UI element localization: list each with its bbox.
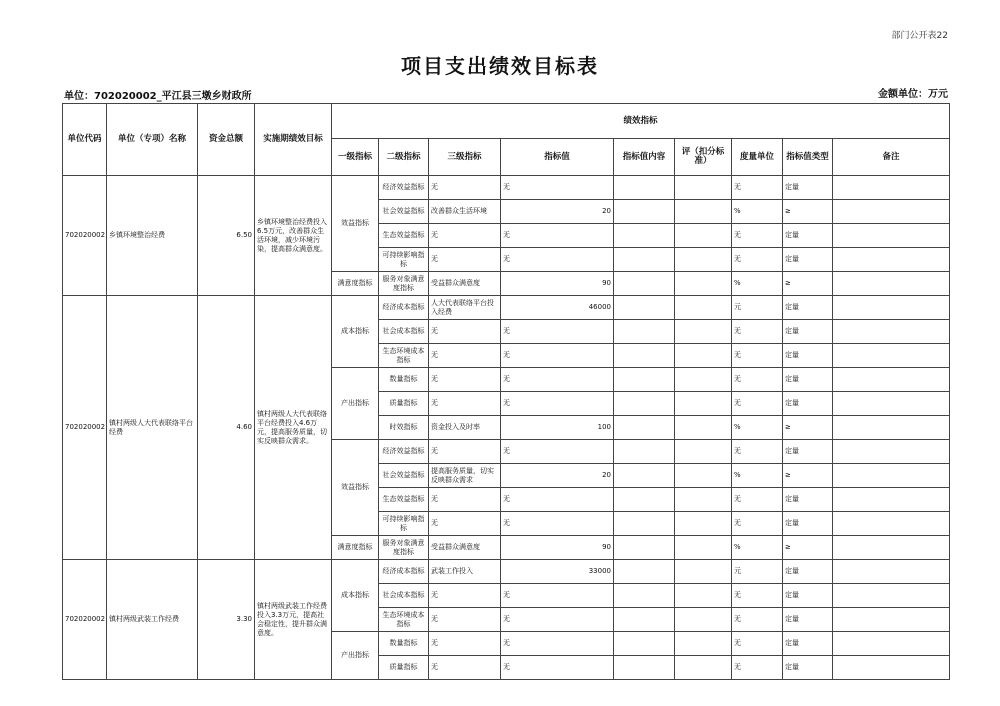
score-cell: [675, 512, 732, 536]
level2-cell: 社会效益指标: [379, 200, 429, 224]
level2-cell: 经济成本指标: [379, 296, 429, 320]
unit-code-cell: 702020002: [63, 296, 107, 560]
level3-cell: 资金投入及时率: [429, 416, 501, 440]
measure-cell: 元: [732, 560, 783, 584]
value-type-cell: ≥: [783, 464, 833, 488]
level2-cell: 质量指标: [379, 392, 429, 416]
level3-cell: 无: [429, 512, 501, 536]
performance-table: [62, 103, 950, 680]
score-cell: [675, 632, 732, 656]
content-cell: [614, 584, 675, 608]
table-row: [63, 296, 950, 320]
content-cell: [614, 560, 675, 584]
value-type-cell: 定量: [783, 176, 833, 200]
level1-cell: 效益指标: [332, 440, 379, 536]
level1-cell: 产出指标: [332, 368, 379, 440]
value-cell: 100: [501, 416, 614, 440]
value-type-cell: 定量: [783, 392, 833, 416]
level2-cell: 数量指标: [379, 632, 429, 656]
content-cell: [614, 440, 675, 464]
note-cell: [833, 488, 950, 512]
value-cell: 无: [501, 320, 614, 344]
content-cell: [614, 344, 675, 368]
note-cell: [833, 560, 950, 584]
unit-line: 单位：702020002_平江县三墩乡财政所: [64, 91, 252, 102]
measure-cell: 无: [732, 608, 783, 632]
content-cell: [614, 632, 675, 656]
level3-cell: 人大代表联络平台投入经费: [429, 296, 501, 320]
note-cell: [833, 200, 950, 224]
value-type-cell: 定量: [783, 224, 833, 248]
level2-cell: 可持续影响指标: [379, 512, 429, 536]
note-cell: [833, 296, 950, 320]
goal-cell: 镇村两级武装工作经费投入3.3万元，提高社会稳定性，提升群众满意度。: [255, 560, 332, 680]
note-cell: [833, 608, 950, 632]
level2-cell: 生态效益指标: [379, 224, 429, 248]
level3-cell: 无: [429, 368, 501, 392]
measure-cell: 无: [732, 224, 783, 248]
table-row: [63, 176, 950, 200]
note-cell: [833, 176, 950, 200]
level3-cell: 无: [429, 224, 501, 248]
content-cell: [614, 656, 675, 680]
level2-cell: 生态效益指标: [379, 488, 429, 512]
score-cell: [675, 560, 732, 584]
level1-cell: 满意度指标: [332, 272, 379, 296]
measure-cell: 无: [732, 392, 783, 416]
note-cell: [833, 320, 950, 344]
level3-cell: 提高服务质量，切实反映群众需求: [429, 464, 501, 488]
measure-cell: 无: [732, 344, 783, 368]
value-cell: 90: [501, 272, 614, 296]
value-type-cell: 定量: [783, 320, 833, 344]
header-kpi: 绩效指标: [332, 104, 950, 139]
level3-cell: 无: [429, 440, 501, 464]
header-note: 备注: [833, 139, 950, 176]
level3-cell: 武装工作投入: [429, 560, 501, 584]
value-cell: 20: [501, 200, 614, 224]
level3-cell: 无: [429, 584, 501, 608]
score-cell: [675, 224, 732, 248]
score-cell: [675, 416, 732, 440]
value-type-cell: 定量: [783, 656, 833, 680]
score-cell: [675, 608, 732, 632]
note-cell: [833, 248, 950, 272]
goal-cell: 镇村两级人大代表联络平台经费投入4.6万元，提高服务质量，切实反映群众需求。: [255, 296, 332, 560]
level2-cell: 社会成本指标: [379, 584, 429, 608]
header-content: 指标值内容: [614, 139, 675, 176]
goal-cell: 乡镇环境整治经费投入6.5万元，改善群众生活环境，减少环境污染，提高群众满意度。: [255, 176, 332, 296]
value-type-cell: ≥: [783, 272, 833, 296]
level2-cell: 质量指标: [379, 656, 429, 680]
note-cell: [833, 632, 950, 656]
value-type-cell: ≥: [783, 200, 833, 224]
header-score: 评（扣分标准）: [675, 139, 732, 176]
value-cell: 无: [501, 368, 614, 392]
measure-cell: 无: [732, 512, 783, 536]
project-name-cell: 乡镇环境整治经费: [107, 176, 198, 296]
measure-cell: 无: [732, 248, 783, 272]
note-cell: [833, 392, 950, 416]
note-cell: [833, 464, 950, 488]
header-value: 指标值: [501, 139, 614, 176]
header-code: 单位代码: [63, 104, 107, 176]
score-cell: [675, 440, 732, 464]
level3-cell: 无: [429, 656, 501, 680]
score-cell: [675, 536, 732, 560]
header-value-type: 指标值类型: [783, 139, 833, 176]
content-cell: [614, 296, 675, 320]
value-cell: 无: [501, 392, 614, 416]
value-cell: 无: [501, 176, 614, 200]
value-type-cell: ≥: [783, 536, 833, 560]
content-cell: [614, 488, 675, 512]
measure-cell: %: [732, 416, 783, 440]
measure-cell: %: [732, 464, 783, 488]
page-title: 项目支出绩效目标表: [401, 54, 599, 78]
content-cell: [614, 464, 675, 488]
level2-cell: 社会效益指标: [379, 464, 429, 488]
level2-cell: 社会成本指标: [379, 320, 429, 344]
value-type-cell: 定量: [783, 584, 833, 608]
score-cell: [675, 320, 732, 344]
level3-cell: 无: [429, 320, 501, 344]
value-type-cell: 定量: [783, 344, 833, 368]
score-cell: [675, 368, 732, 392]
level1-cell: 成本指标: [332, 560, 379, 632]
level3-cell: 无: [429, 176, 501, 200]
content-cell: [614, 200, 675, 224]
score-cell: [675, 296, 732, 320]
level2-cell: 时效指标: [379, 416, 429, 440]
measure-cell: 无: [732, 320, 783, 344]
header-name: 单位（专项）名称: [107, 104, 198, 176]
value-cell: 90: [501, 536, 614, 560]
measure-cell: 无: [732, 632, 783, 656]
measure-cell: %: [732, 200, 783, 224]
header-goal: 实施期绩效目标: [255, 104, 332, 176]
value-cell: 20: [501, 464, 614, 488]
content-cell: [614, 248, 675, 272]
score-cell: [675, 176, 732, 200]
content-cell: [614, 608, 675, 632]
level3-cell: 受益群众满意度: [429, 272, 501, 296]
level1-cell: 成本指标: [332, 296, 379, 368]
content-cell: [614, 368, 675, 392]
content-cell: [614, 176, 675, 200]
unit-code-cell: 702020002: [63, 176, 107, 296]
table-row: [63, 560, 950, 584]
score-cell: [675, 584, 732, 608]
value-type-cell: 定量: [783, 296, 833, 320]
value-type-cell: 定量: [783, 248, 833, 272]
measure-cell: 无: [732, 488, 783, 512]
value-cell: 33000: [501, 560, 614, 584]
level3-cell: 无: [429, 248, 501, 272]
measure-cell: 无: [732, 440, 783, 464]
amount-unit: 金额单位：万元: [878, 89, 948, 100]
content-cell: [614, 320, 675, 344]
value-type-cell: 定量: [783, 608, 833, 632]
score-cell: [675, 656, 732, 680]
measure-cell: 无: [732, 176, 783, 200]
content-cell: [614, 272, 675, 296]
note-cell: [833, 536, 950, 560]
header-level2: 二级指标: [379, 139, 429, 176]
level1-cell: 效益指标: [332, 176, 379, 272]
header-level3: 三级指标: [429, 139, 501, 176]
value-cell: 无: [501, 488, 614, 512]
project-name-cell: 镇村两级武装工作经费: [107, 560, 198, 680]
level3-cell: 无: [429, 344, 501, 368]
measure-cell: 元: [732, 296, 783, 320]
header-level1: 一级指标: [332, 139, 379, 176]
content-cell: [614, 536, 675, 560]
value-cell: 无: [501, 512, 614, 536]
unit-code-cell: 702020002: [63, 560, 107, 680]
value-cell: 无: [501, 440, 614, 464]
note-cell: [833, 656, 950, 680]
page-code: 部门公开表22: [891, 31, 948, 41]
value-cell: 无: [501, 656, 614, 680]
value-type-cell: 定量: [783, 440, 833, 464]
note-cell: [833, 512, 950, 536]
note-cell: [833, 584, 950, 608]
content-cell: [614, 512, 675, 536]
note-cell: [833, 344, 950, 368]
note-cell: [833, 416, 950, 440]
score-cell: [675, 464, 732, 488]
level3-cell: 无: [429, 488, 501, 512]
score-cell: [675, 272, 732, 296]
header-amount: 资金总额: [198, 104, 255, 176]
level3-cell: 改善群众生活环境: [429, 200, 501, 224]
score-cell: [675, 488, 732, 512]
measure-cell: %: [732, 272, 783, 296]
score-cell: [675, 200, 732, 224]
amount-cell: 3.30: [198, 560, 255, 680]
note-cell: [833, 440, 950, 464]
level3-cell: 无: [429, 632, 501, 656]
level3-cell: 无: [429, 392, 501, 416]
value-cell: 46000: [501, 296, 614, 320]
value-type-cell: 定量: [783, 512, 833, 536]
level2-cell: 服务对象满意度指标: [379, 272, 429, 296]
measure-cell: 无: [732, 656, 783, 680]
value-cell: 无: [501, 248, 614, 272]
value-cell: 无: [501, 584, 614, 608]
measure-cell: 无: [732, 368, 783, 392]
content-cell: [614, 392, 675, 416]
score-cell: [675, 392, 732, 416]
project-name-cell: 镇村两级人大代表联络平台经费: [107, 296, 198, 560]
value-cell: 无: [501, 608, 614, 632]
value-cell: 无: [501, 344, 614, 368]
level2-cell: 数量指标: [379, 368, 429, 392]
note-cell: [833, 224, 950, 248]
value-type-cell: 定量: [783, 368, 833, 392]
value-type-cell: 定量: [783, 632, 833, 656]
measure-cell: 无: [732, 584, 783, 608]
value-cell: 无: [501, 224, 614, 248]
level2-cell: 生态环境成本指标: [379, 608, 429, 632]
score-cell: [675, 248, 732, 272]
level2-cell: 经济成本指标: [379, 560, 429, 584]
level1-cell: 满意度指标: [332, 536, 379, 560]
amount-cell: 4.60: [198, 296, 255, 560]
level2-cell: 服务对象满意度指标: [379, 536, 429, 560]
note-cell: [833, 368, 950, 392]
level3-cell: 受益群众满意度: [429, 536, 501, 560]
value-cell: 无: [501, 632, 614, 656]
level2-cell: 可持续影响指标: [379, 248, 429, 272]
value-type-cell: ≥: [783, 416, 833, 440]
header-measure: 度量单位: [732, 139, 783, 176]
content-cell: [614, 416, 675, 440]
level2-cell: 经济效益指标: [379, 440, 429, 464]
level1-cell: 产出指标: [332, 632, 379, 680]
level3-cell: 无: [429, 608, 501, 632]
value-type-cell: 定量: [783, 560, 833, 584]
level2-cell: 经济效益指标: [379, 176, 429, 200]
measure-cell: %: [732, 536, 783, 560]
level2-cell: 生态环境成本指标: [379, 344, 429, 368]
note-cell: [833, 272, 950, 296]
score-cell: [675, 344, 732, 368]
value-type-cell: 定量: [783, 488, 833, 512]
content-cell: [614, 224, 675, 248]
amount-cell: 6.50: [198, 176, 255, 296]
